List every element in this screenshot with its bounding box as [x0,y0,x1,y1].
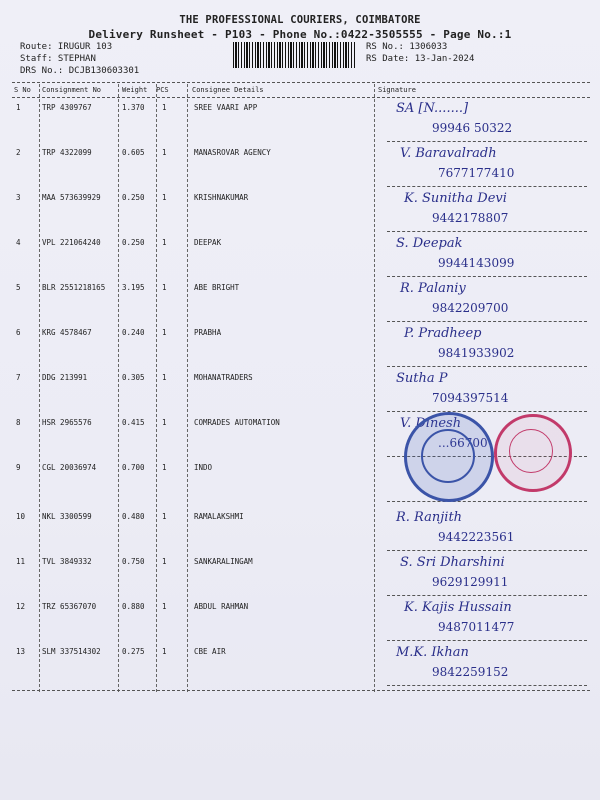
row-pcs: 1 [162,103,167,112]
header-consignment: Consignment No [42,86,102,94]
signature-phone: 9442178807 [432,211,509,225]
row-consignment: NKL 3300599 [42,512,92,521]
signature-name: V. Dinesh [400,416,462,431]
header-signature: Signature [378,86,416,94]
row-sno: 1 [16,103,21,112]
row-consignee: MANASROVAR AGENCY [194,148,271,157]
rs-date: RS Date: 13-Jan-2024 [366,54,475,64]
row-weight: 0.250 [122,193,145,202]
runsheet-subtitle: Delivery Runsheet - P103 - Phone No.:0422-3505555 - Page No.:1 [88,28,512,41]
drs-label: DRS No.: DCJB130603301 [20,66,140,76]
company-stamp [404,412,494,502]
signature-name: R. Ranjith [396,510,463,525]
signature-phone: 9487011477 [438,620,515,634]
row-weight: 0.240 [122,328,145,337]
row-sno: 4 [16,238,21,247]
row-pcs: 1 [162,418,167,427]
row-pcs: 1 [162,238,167,247]
signature-line [387,640,587,641]
row-consignee: CBE AIR [194,647,226,656]
signature-line [387,411,587,412]
divider [12,690,590,691]
row-consignee: DEEPAK [194,238,222,247]
company-title: THE PROFESSIONAL COURIERS, COIMBATORE [179,14,421,26]
signature-line [387,276,587,277]
row-weight: 1.370 [122,103,145,112]
divider [12,82,590,83]
row-consignee: MOHANATRADERS [194,373,253,382]
row-consignment: TVL 3849332 [42,557,92,566]
row-consignment: TRP 4322099 [42,148,92,157]
table-header [12,84,590,97]
signature-name: SA [N.......] [396,101,469,116]
row-consignment: SLM 337514302 [42,647,101,656]
signature-name: K. Kajis Hussain [404,600,512,615]
signature-phone: 9842259152 [432,665,509,679]
row-pcs: 1 [162,512,167,521]
signature-phone: 9944143099 [438,256,515,270]
row-sno: 12 [16,602,26,611]
row-sno: 3 [16,193,21,202]
row-weight: 0.480 [122,512,145,521]
staff-label: Staff: STEPHAN [20,54,96,64]
row-consignee: SREE VAARI APP [194,103,258,112]
row-pcs: 1 [162,193,167,202]
row-consignment: HSR 2965576 [42,418,92,427]
signature-phone: 9442223561 [438,530,515,544]
row-consignee: PRABHA [194,328,222,337]
divider [12,97,590,98]
signature-name: R. Palaniy [400,281,466,296]
row-weight: 0.880 [122,602,145,611]
row-pcs: 1 [162,373,167,382]
route-label: Route: IRUGUR 103 [20,42,113,52]
row-pcs: 1 [162,328,167,337]
seal-stamp [494,414,572,492]
row-consignment: BLR 2551218165 [42,283,106,292]
signature-name: K. Sunitha Devi [404,191,507,206]
row-sno: 6 [16,328,21,337]
signature-phone: 9841933902 [438,346,515,360]
row-weight: 0.605 [122,148,145,157]
row-consignment: TRZ 65367070 [42,602,97,611]
row-pcs: 1 [162,283,167,292]
row-consignee: RAMALAKSHMI [194,512,244,521]
row-sno: 5 [16,283,21,292]
row-pcs: 1 [162,148,167,157]
row-pcs: 1 [162,602,167,611]
row-sno: 8 [16,418,21,427]
signature-line [387,366,587,367]
row-sno: 2 [16,148,21,157]
signature-name: S. Deepak [396,236,463,251]
row-pcs: 1 [162,463,167,472]
signature-name: P. Pradheep [404,326,482,341]
row-sno: 13 [16,647,26,656]
row-weight: 0.415 [122,418,145,427]
signature-name: V. Baravalradh [400,146,497,161]
row-sno: 9 [16,463,21,472]
barcode [233,42,355,68]
signature-phone: 9842209700 [432,301,509,315]
row-consignee: SANKARALINGAM [194,557,253,566]
row-consignee: COMRADES AUTOMATION [194,418,280,427]
rs-number: RS No.: 1306033 [366,42,448,52]
row-pcs: 1 [162,647,167,656]
header-pcs: PCS [156,86,169,94]
row-consignee: ABDUL RAHMAN [194,602,249,611]
row-consignment: MAA 573639929 [42,193,101,202]
signature-line [387,321,587,322]
signature-line [387,550,587,551]
signature-line [387,685,587,686]
row-consignment: KRG 4578467 [42,328,92,337]
header-consignee: Consignee Details [192,86,264,94]
signature-name: Sutha P [396,371,448,386]
row-sno: 7 [16,373,21,382]
signature-phone: 7094397514 [432,391,509,405]
signature-phone: 7677177410 [438,166,515,180]
row-sno: 11 [16,557,26,566]
row-pcs: 1 [162,557,167,566]
signature-name: S. Sri Dharshini [400,555,505,570]
row-consignment: TRP 4309767 [42,103,92,112]
signature-name: M.K. Ikhan [396,645,469,660]
row-sno: 10 [16,512,26,521]
signature-phone: 99946 50322 [432,121,513,135]
row-weight: 0.700 [122,463,145,472]
row-weight: 0.305 [122,373,145,382]
signature-line [387,186,587,187]
signature-phone: 9629129911 [432,575,509,589]
row-consignee: ABE BRIGHT [194,283,240,292]
row-weight: 3.195 [122,283,145,292]
header-weight: Weight [122,86,148,94]
row-weight: 0.275 [122,647,145,656]
row-consignment: DDG 213991 [42,373,88,382]
signature-line [387,501,587,502]
row-weight: 0.750 [122,557,145,566]
header-sno: S No [14,86,31,94]
row-consignment: VPL 221064240 [42,238,101,247]
row-weight: 0.250 [122,238,145,247]
signature-line [387,141,587,142]
signature-phone: ...66700 [438,436,488,450]
row-consignment: CGL 20036974 [42,463,97,472]
signature-line [387,595,587,596]
signature-line [387,231,587,232]
row-consignee: KRISHNAKUMAR [194,193,249,202]
row-consignee: INDO [194,463,213,472]
